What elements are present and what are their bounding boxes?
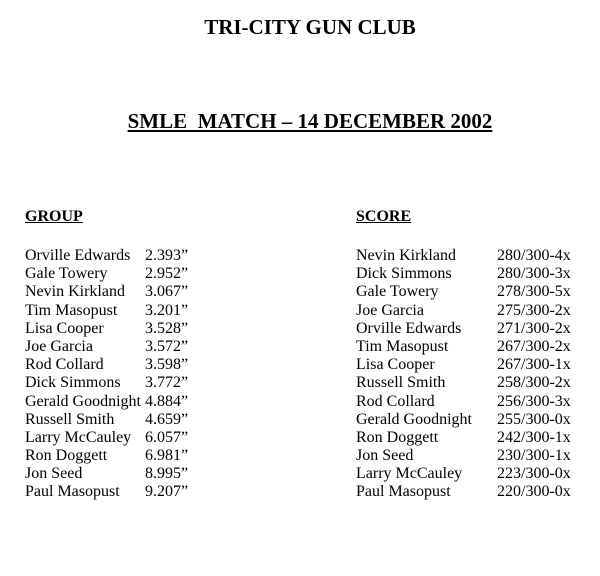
score-value: 267/300-2x [497, 337, 571, 355]
group-row [25, 483, 325, 501]
score-value: 271/300-2x [497, 319, 571, 337]
group-size-value: 4.884” [145, 392, 189, 410]
score-row [356, 465, 600, 483]
score-value: 255/300-0x [497, 410, 571, 428]
group-row [25, 302, 325, 320]
shooter-name: Gerald Goodnight [356, 410, 472, 428]
score-column-header: SCORE [356, 208, 412, 225]
score-value: 220/300-0x [497, 483, 571, 501]
shooter-name: Paul Masopust [356, 483, 451, 501]
shooter-name: Paul Masopust [25, 483, 120, 501]
score-row [356, 338, 600, 356]
shooter-name: Rod Collard [25, 356, 104, 374]
group-size-value: 8.995” [145, 465, 189, 483]
score-value: 223/300-0x [497, 465, 571, 483]
shooter-name: Gerald Goodnight [25, 392, 141, 410]
shooter-name: Jon Seed [356, 447, 414, 465]
shooter-name: Ron Doggett [356, 428, 439, 446]
score-row [356, 302, 600, 320]
score-row [356, 393, 600, 411]
score-value: 280/300-3x [497, 265, 571, 283]
group-row [25, 447, 325, 465]
score-row [356, 429, 600, 447]
shooter-name: Dick Simmons [25, 374, 121, 392]
group-header-spacer [25, 227, 325, 247]
score-value: 267/300-1x [497, 356, 571, 374]
group-row [25, 411, 325, 429]
score-value: 230/300-1x [497, 447, 571, 465]
group-row [25, 465, 325, 483]
score-value: 258/300-2x [497, 374, 571, 392]
shooter-name: Larry McCauley [356, 465, 463, 483]
score-row [356, 411, 600, 429]
score-value: 256/300-3x [497, 392, 571, 410]
shooter-name: Russell Smith [356, 374, 446, 392]
shooter-name: Larry McCauley [25, 428, 132, 446]
group-row [25, 283, 325, 301]
shooter-name: Orville Edwards [25, 247, 131, 264]
group-size-value: 4.659” [145, 410, 189, 428]
group-size-value: 2.393” [145, 247, 189, 264]
shooter-name: Tim Masopust [25, 301, 118, 319]
score-value: 280/300-4x [497, 247, 571, 264]
group-column-header: GROUP [25, 208, 83, 225]
shooter-name: Gale Towery [25, 265, 108, 283]
shooter-name: Gale Towery [356, 283, 439, 301]
score-column [356, 207, 600, 502]
shooter-name: Ron Doggett [25, 447, 108, 465]
score-row [356, 320, 600, 338]
shooter-name: Dick Simmons [356, 265, 452, 283]
group-column [25, 207, 325, 502]
score-value: 275/300-2x [497, 301, 571, 319]
group-row [25, 320, 325, 338]
score-row [356, 283, 600, 301]
score-row [356, 265, 600, 283]
shooter-name: Orville Edwards [356, 319, 462, 337]
club-title: TRI-CITY GUN CLUB [204, 15, 416, 39]
group-size-value: 2.952” [145, 265, 189, 283]
group-size-value: 3.201” [145, 301, 189, 319]
group-size-value: 3.598” [145, 356, 189, 374]
score-row [356, 356, 600, 374]
group-row [25, 356, 325, 374]
group-row [25, 338, 325, 356]
score-row [356, 247, 600, 265]
shooter-name: Russell Smith [25, 410, 115, 428]
shooter-name: Joe Garcia [25, 337, 93, 355]
group-size-value: 3.572” [145, 337, 189, 355]
shooter-name: Lisa Cooper [25, 319, 104, 337]
score-value: 242/300-1x [497, 428, 571, 446]
score-value: 278/300-5x [497, 283, 571, 301]
group-size-value: 3.067” [145, 283, 189, 301]
shooter-name: Lisa Cooper [356, 356, 435, 374]
score-row [356, 374, 600, 392]
group-size-value: 3.772” [145, 374, 189, 392]
shooter-name: Rod Collard [356, 392, 435, 410]
group-row [25, 393, 325, 411]
group-row [25, 374, 325, 392]
group-size-value: 6.981” [145, 447, 189, 465]
score-header-spacer [356, 227, 600, 247]
shooter-name: Nevin Kirkland [356, 247, 456, 264]
score-row [356, 483, 600, 501]
match-title: SMLE MATCH – 14 DECEMBER 2002 [127, 109, 493, 133]
shooter-name: Tim Masopust [356, 337, 449, 355]
shooter-name: Jon Seed [25, 465, 83, 483]
shooter-name: Joe Garcia [356, 301, 424, 319]
group-size-value: 3.528” [145, 319, 189, 337]
group-size-value: 9.207” [145, 483, 189, 501]
group-size-value: 6.057” [145, 428, 189, 446]
group-row [25, 429, 325, 447]
score-rows [356, 247, 600, 502]
group-row [25, 247, 325, 265]
score-row [356, 447, 600, 465]
shooter-name: Nevin Kirkland [25, 283, 125, 301]
group-row [25, 265, 325, 283]
group-rows [25, 247, 325, 502]
